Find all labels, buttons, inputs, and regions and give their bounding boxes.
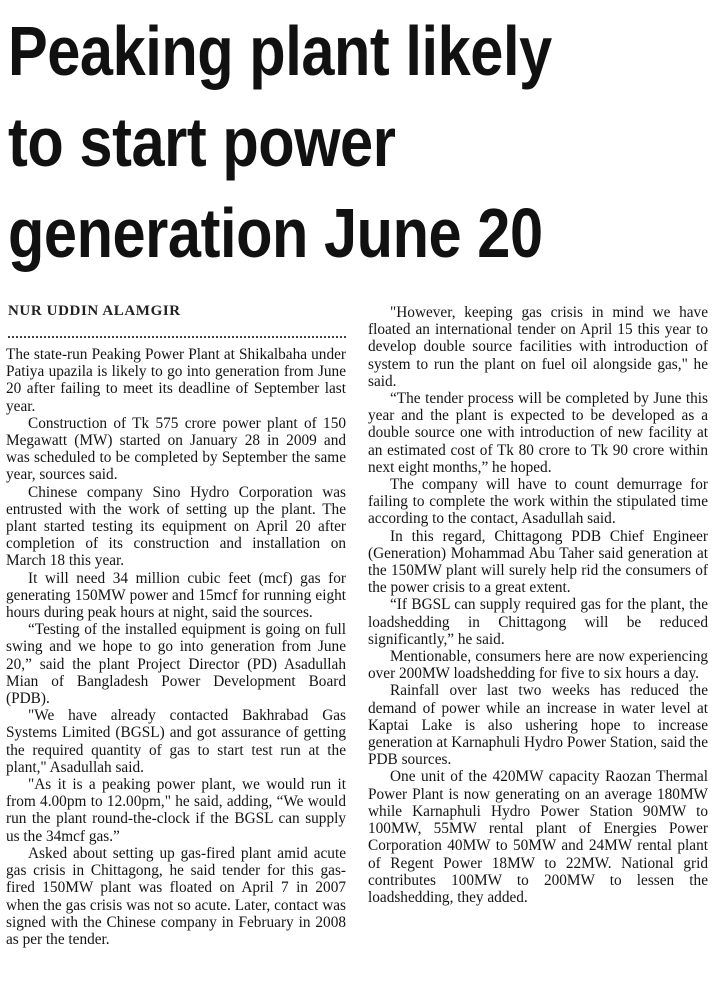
paragraph: "As it is a peaking power plant, we would run it from 4.00pm to 12.00pm," he said, adding, “We would run the plant round-the-clock if the BGSL can supply us the 34mcf gas.” [6,776,346,845]
paragraph: In this regard, Chittagong PDB Chief Engineer (Generation) Mohammad Abu Taher said generation at the 150MW plant will surely help rid the consumers of the power crisis to a great extent. [368,527,708,597]
paragraph: It will need 34 million cubic feet (mcf) gas for generating 150MW power and 15mcf for running eight hours during peak hours at night, said the sources. [6,569,346,622]
paragraph: Chinese company Sino Hydro Corporation was entrusted with the work of setting up the plant. The plant started testing its equipment on April 20 after completion of its construction and installation on March 18 this year. [6,483,346,570]
byline: NUR UDDIN ALAMGIR [8,303,181,319]
paragraph: “If BGSL can supply required gas for the plant, the loadshedding in Chittagong will be reduced significantly,” he said. [368,596,708,648]
paragraph: The state-run Peaking Power Plant at Shikalbaha under Patiya upazila is likely to go into generation from June 20 after failing to meet its deadline of September last year. [6,346,346,415]
paragraph: Mentionable, consumers here are now experiencing over 200MW loadshedding for five to six hours a day. [368,648,708,683]
paragraph: "We have already contacted Bakhrabad Gas Systems Limited (BGSL) and got assurance of getting the required quantity of gas to start test run at the plant," Asadullah said. [6,707,346,776]
paragraph: One unit of the 420MW capacity Raozan Thermal Power Plant is now generating on an average 180MW while Karnaphuli Hydro Power Station 90MW to 100MW, 55MW rental plant of Energies Power Corporation 40MW to 50MW and 24MW rental plant of Regent Power 18MW to 22MW. National grid contributes 100MW to 200MW to lessen the loadshedding, they added. [368,768,708,906]
headline-line-1: Peaking plant likely [8,12,552,90]
headline-line-3: generation June 20 [8,194,543,272]
paragraph: "However, keeping gas crisis in mind we have floated an international tender on April 15 this year to develop double source facilities with introduction of system to run the plant on fuel oil alongside gas," he said. [368,304,708,390]
article-column-right [368,304,708,906]
paragraph: Asked about setting up gas-fired plant amid acute gas crisis in Chittagong, he said tender for this gas-fired 150MW plant was floated on April 7 in 2007 when the gas crisis was not so acute. Later, contact was signed with the Chinese company in February in 2008 as per the tender. [6,844,346,948]
paragraph: Rainfall over last two weeks has reduced the demand of power while an increase in water level at Kaptai Lake is also ushering hope to increase generation at Karnaphuli Hydro Power Station, said the PDB sources. [368,682,708,769]
paragraph: The company will have to count demurrage for failing to complete the work within the stipulated time according to the contact, Asadullah said. [368,476,708,528]
article-column-left [6,346,346,948]
paragraph: “Testing of the installed equipment is going on full swing and we hope to go into generation from June 20,” said the plant Project Director (PD) Asadullah Mian of Bangladesh Power Development Board (PDB). [6,621,346,708]
headline-line-2: to start power [8,103,396,181]
paragraph: “The tender process will be completed by June this year and the plant is expected to be developed as a double source one with introduction of new facility at an estimated cost of Tk 80 crore to Tk 90 crore within next eight months,” he hoped. [368,390,708,476]
paragraph: Construction of Tk 575 crore power plant of 150 Megawatt (MW) started on January 28 in 2009 and was scheduled to be completed by September the same year, sources said. [6,414,346,484]
byline-divider [8,336,346,338]
headline [8,6,603,279]
